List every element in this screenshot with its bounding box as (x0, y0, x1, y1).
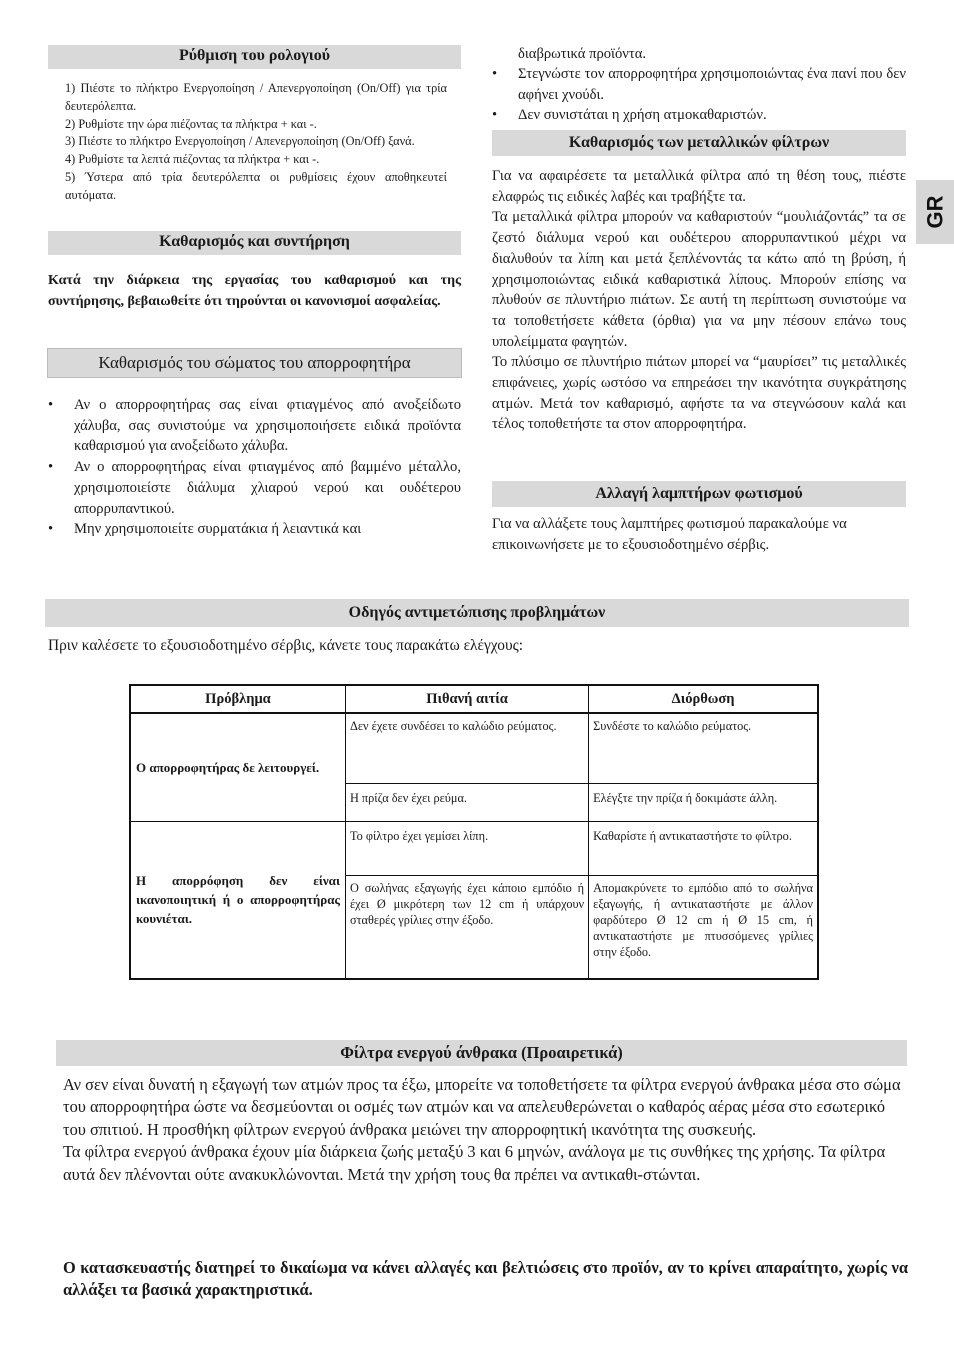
fix-cell: Απομακρύνετε το εμπόδιο από το σωλήνα εξαγωγής, ή αντικαταστήστε με άλλον φαρδύτερο Ø 12 cm ή Ø 15 cm, ή αντικαταστήστε με πτυσσόμενες γρίλιες στην έξοδο. (589, 875, 818, 979)
clock-step: 5) Ύστερα από τρία δευτερόλεπτα οι ρυθμίσεις έχουν αποθηκευτεί αυτόματα. (65, 169, 447, 202)
metal-filters-paragraph: Το πλύσιμο σε πλυντήριο πιάτων μπορεί να “μαυρίσει” τις μεταλλικές επιφάνειες, χωρίς ωστόσο να επηρεάσει την ικανότητα συγκράτησης ατμών. Μετά τον καθαρισμό, αφήστε τα να στεγνώσουν καλά και τέλος τοποθετήστε τα στον απορροφητήρα. (492, 354, 906, 433)
table-row (130, 821, 818, 875)
cause-cell: Το φίλτρο έχει γεμίσει λίπη. (345, 821, 588, 875)
fix-cell: Καθαρίστε ή αντικαταστήστε το φίλτρο. (589, 821, 818, 875)
troubleshooting-intro: Πριν καλέσετε το εξουσιοδοτημένο σέρβις, κάνετε τους παρακάτω ελέγχους: (48, 637, 523, 654)
problem-cell: Η απορρόφηση δεν είναι ικανοποιητική ή ο απορροφητήρας κουνιέται. (130, 821, 345, 979)
clock-step: 2) Ρυθμίστε την ώρα πιέζοντας τα πλήκτρα + και -. (65, 116, 317, 131)
carbon-paragraph: Αν σεν είναι δυνατή η εξαγωγή των ατμών προς τα έξω, μπορείτε να τοποθετήσετε τα φίλτρα ενεργού άνθρακα μέσα στο σώμα του απορροφητήρα ώστε να δεσμεύονται οι οσμές των ατμών και να απελευθερώνεται ο καθαρός αέρας μέσα στο εσωτερικό του σπιτιού. Η προσθήκη φίλτρων ενεργού άνθρακα μειώνει την απορροφητική ικανότητα της συσκευής. (63, 1075, 901, 1139)
list-item: • Αν ο απορροφητήρας είναι φτιαγμένος από βαμμένο μέταλλο, χρησιμοποιείστε διάλυμα χλιαρού νερού και ουδέτερου απορρυπαντικού. (48, 457, 461, 519)
troubleshooting-table (129, 684, 819, 980)
list-item: • Δεν συνιστάται η χρήση ατμοκαθαριστών. (492, 105, 906, 126)
lamps-text: Για να αλλάξετε τους λαμπτήρες φωτισμού παρακαλούμε να επικοινωνήσετε με το εξουσιοδοτημένο σέρβις. (492, 516, 847, 553)
clock-step: 3) Πιέστε το πλήκτρο Ενεργοποίηση / Απενεργοποίηση (On/Off) ξανά. (65, 134, 415, 149)
metal-filters-title: Καθαρισμός των μεταλλικών φίλτρων (492, 130, 906, 156)
cleaning-warning: Κατά την διάρκεια της εργασίας του καθαρισμού και της συντήρησης, βεβαιωθείτε ότι τηρούνται οι κανονισμοί ασφαλείας. (48, 273, 461, 309)
body-cleaning-title: Καθαρισμός του σώματος του απορροφητήρα (48, 349, 461, 377)
language-tab-label: GR (922, 195, 947, 229)
table-header-row (130, 685, 818, 713)
list-item: • Μην χρησιμοποιείτε συρματάκια ή λειαντικά και (48, 519, 461, 540)
clock-section-title: Ρύθμιση του ρολογιού (48, 45, 461, 69)
cleaning-section-title: Καθαρισμός και συντήρηση (48, 231, 461, 255)
carbon-filters-text (63, 1074, 908, 1186)
column-header: Πρόβλημα (130, 685, 345, 713)
cause-cell: Ο σωλήνας εξαγωγής έχει κάποιο εμπόδιο ή έχει Ø μικρότερη των 12 cm ή υπάρχουν σταθερές γρίλιες στην έξοδο. (345, 875, 588, 979)
troubleshooting-title: Οδηγός αντιμετώπισης προβλημάτων (45, 599, 909, 627)
fix-cell: Συνδέστε το καλώδιο ρεύματος. (589, 713, 818, 783)
cause-cell: Δεν έχετε συνδέσει το καλώδιο ρεύματος. (345, 713, 588, 783)
carbon-filters-title: Φίλτρα ενεργού άνθρακα (Προαιρετικά) (56, 1040, 907, 1066)
column-header: Διόρθωση (589, 685, 818, 713)
clock-step: 1) Πιέστε το πλήκτρο Ενεργοποίηση / Απενεργοποίηση (On/Off) για τρία δευτερόλεπτα. (65, 81, 447, 113)
body-cleaning-list (48, 395, 461, 540)
language-tab (916, 180, 954, 244)
problem-cell: Ο απορροφητήρας δε λειτουργεί. (130, 713, 345, 821)
body-cleaning-continued: διαβρωτικά προϊόντα. (518, 46, 647, 62)
lamps-title: Αλλαγή λαμπτήρων φωτισμού (492, 481, 906, 507)
metal-filters-text (492, 166, 906, 435)
clock-step: 4) Ρυθμίστε τα λεπτά πιέζοντας τα πλήκτρα + και -. (65, 152, 320, 167)
column-header: Πιθανή αιτία (345, 685, 588, 713)
list-item: • Στεγνώστε τον απορροφητήρα χρησιμοποιώντας ένα πανί που δεν αφήνει χνούδι. (492, 64, 906, 105)
list-item: • Αν ο απορροφητήρας σας είναι φτιαγμένος από ανοξείδωτο χάλυβα, σας συνιστούμε να χρησιμοποιήσετε ειδικά προϊόντα καθαρισμού για ανοξείδωτο χάλυβα. (48, 395, 461, 457)
fix-cell: Ελέγξτε την πρίζα ή δοκιμάστε άλλη. (589, 783, 818, 821)
clock-instructions (65, 80, 447, 205)
cause-cell: Η πρίζα δεν έχει ρεύμα. (345, 783, 588, 821)
carbon-paragraph: Τα φίλτρα ενεργού άνθρακα έχουν μία διάρκεια ζωής μεταξύ 3 και 6 μηνών, ανάλογα με τις συνθήκες της χρήσης. Τα φίλτρα αυτά δεν πλένονται ούτε ανακυκλώνονται. Μετά την χρήση τους θα πρέπει να αντικαθι-στώνται. (63, 1142, 886, 1184)
metal-filters-paragraph: Τα μεταλλικά φίλτρα μπορούν να καθαριστούν “μουλιάζοντάς” τα σε ζεστό διάλυμα νερού και ουδέτερου απορρυπαντικού μέχρι να διαλυθούν τα λίπη και μετά ξεπλένοντάς τα κάτω από τη βρύση, ή χρησιμοποιώντας ειδικά καθαριστικά λίπους. Μπορούν επίσης να πλυθούν σε πλυντήριο πιάτων. Σε αυτή τη περίπτωση συνιστούμε να τα τοποθετήσετε κάθετα (όρθια) για να μην πέσουν επάνω τους υπολείμματα φαγητών. (492, 209, 906, 350)
table-row (130, 713, 818, 783)
body-cleaning-list-continued (492, 64, 906, 126)
manufacturer-disclaimer: Ο κατασκευαστής διατηρεί το δικαίωμα να κάνει αλλαγές και βελτιώσεις στο προϊόν, αν το κρίνει απαραίτητο, χωρίς να αλλάξει τα βασικά χαρακτηριστικά. (63, 1258, 908, 1300)
metal-filters-paragraph: Για να αφαιρέσετε τα μεταλλικά φίλτρα από τη θέση τους, πιέστε ελαφρώς τις ειδικές λαβές και τραβήξτε τα. (492, 168, 906, 205)
